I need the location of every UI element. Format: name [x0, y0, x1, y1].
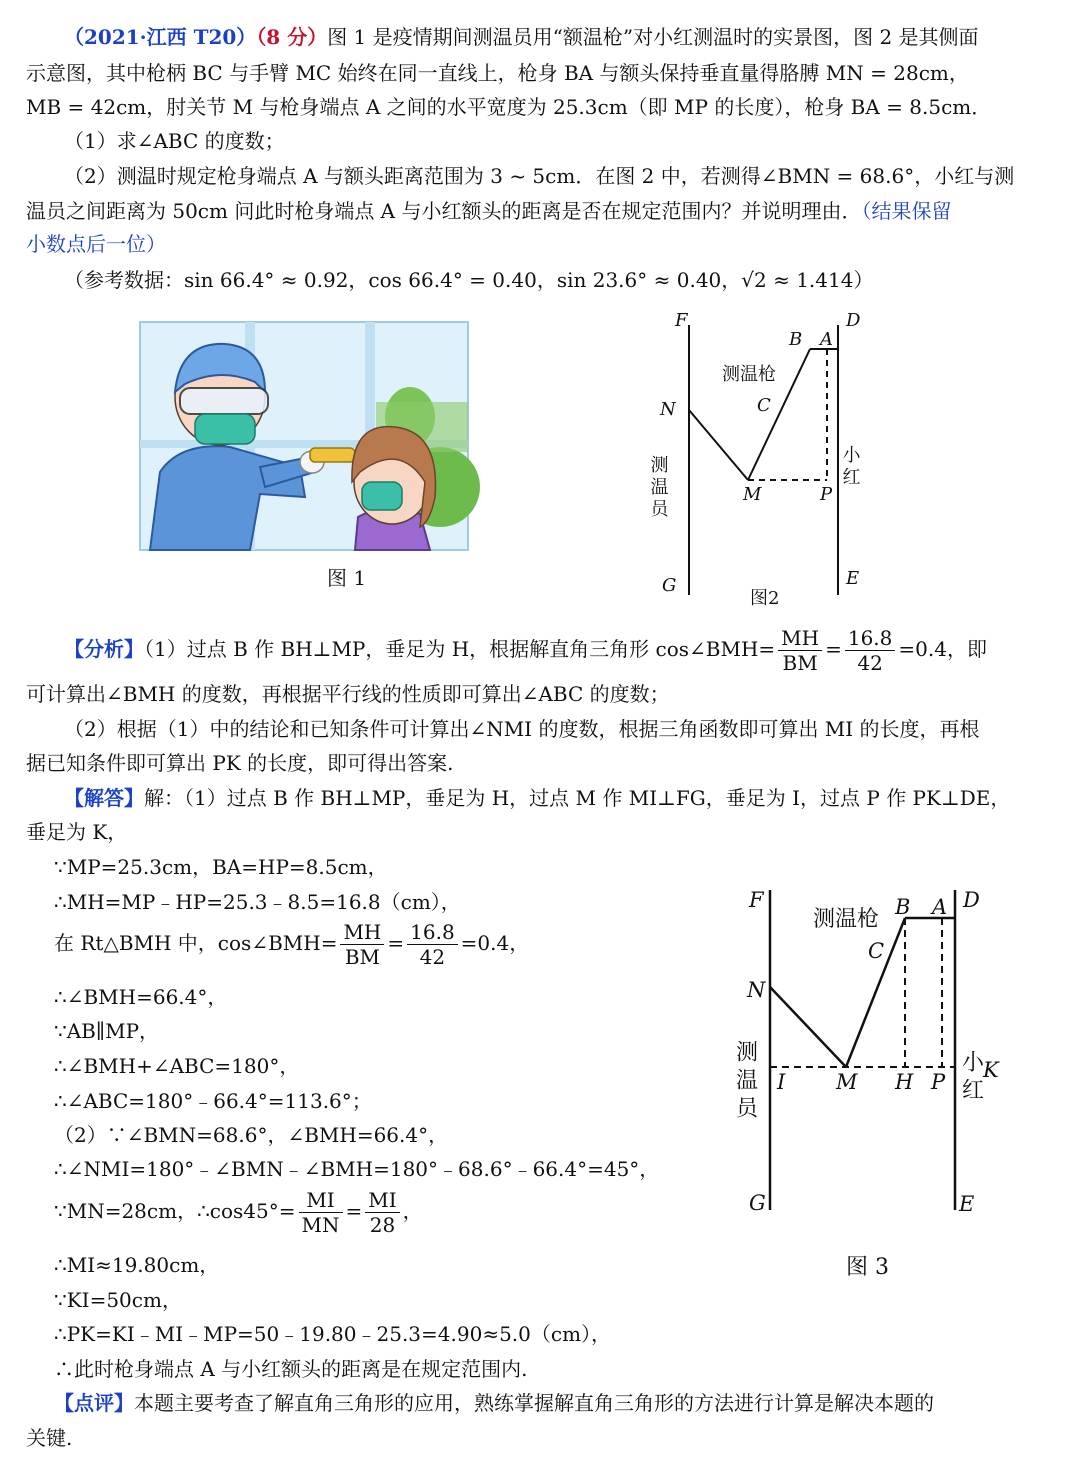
solution-line-7: ∵AB∥MP，	[54, 1019, 160, 1043]
solution-line-10: （2）∵∠BMN=68.6°，∠BMH=66.4°，	[54, 1123, 449, 1147]
fig3-label-xiaohong: 小红	[958, 1050, 984, 1106]
problem-text-1: 图 1 是疫情期间测温员用“额温枪”对小红测温时的实景图，图 2 是其侧面	[327, 25, 979, 49]
solution-line-6: ∴∠BMH=66.4°，	[54, 985, 228, 1009]
fig2-label-P: P	[820, 484, 833, 505]
fraction-16-8-over-42	[407, 920, 458, 969]
solution-line-16: ∴此时枪身端点 A 与小红额头的距离是在规定范围内.	[54, 1357, 528, 1381]
fig2-label-M: M	[743, 484, 762, 505]
analysis-tag: 【分析】	[64, 637, 144, 661]
fig3-label-E: E	[959, 1192, 975, 1216]
fraction-mh-bm	[340, 920, 384, 969]
fig3-label-C: C	[868, 939, 885, 963]
fraction-16-8-over-42	[845, 626, 896, 675]
figure-1-caption: 图 1	[327, 566, 367, 590]
precision-note: （结果保留	[861, 199, 952, 223]
solution-line-12: ∵MN=28cm，∴cos45°= $\frac{MI}{MN}$ = $\frac{MI}{28}$ ，	[54, 1188, 423, 1237]
fig2-label-E: E	[846, 568, 860, 589]
fraction-numerator: MH	[778, 626, 822, 651]
solution-line-11: ∴∠NMI=180°﹣∠BMN﹣∠BMH=180°﹣68.6°﹣66.4°=45°，	[54, 1157, 660, 1181]
fig2-segment-NM	[689, 410, 748, 480]
fraction-denominator: 42	[419, 945, 446, 969]
fraction-denominator: BM	[344, 945, 380, 969]
reference-data: （参考数据：sin 66.4° ≈ 0.92，cos 66.4° = 0.40，sin 23.6° ≈ 0.40，√2 ≈ 1.414）	[64, 268, 874, 292]
solution-line-1	[64, 785, 1010, 811]
question-2-text: 温员之间距离为 50cm 问此时枪身端点 A 与小红额头的距离是否在规定范围内？并说明理由．	[26, 199, 862, 223]
fig2-label-gun: 测温枪	[722, 364, 776, 385]
fig2-label-B: B	[789, 329, 803, 350]
fig2-label-F: F	[675, 310, 688, 331]
solution-text-5b: =0.4，	[460, 931, 530, 955]
fig3-segment-NM	[770, 987, 846, 1067]
fig2-label-N: N	[660, 399, 676, 420]
fraction-mi-over-28	[365, 1188, 399, 1237]
precision-note-end: 小数点后一位）	[26, 232, 166, 256]
fraction-mh-bm	[778, 626, 822, 675]
figure-2-diagram	[647, 305, 880, 610]
fraction-numerator: MI	[299, 1188, 343, 1213]
analysis-text-1a: （1）过点 B 作 BH⊥MP，垂足为 H，根据解直角三角形 cos∠BMH=	[144, 637, 776, 661]
fig3-label-K: K	[983, 1058, 999, 1082]
problem-source: （2021·江西 T20）	[64, 25, 257, 49]
fraction-denominator: BM	[782, 651, 818, 675]
fig3-label-M: M	[836, 1070, 858, 1094]
solution-line-15: ∴PK=KI﹣MI﹣MP=50﹣19.80﹣25.3=4.90≈5.0（cm），	[54, 1322, 612, 1346]
solution-line-14: ∵KI=50cm，	[54, 1288, 182, 1312]
solution-line-8: ∴∠BMH+∠ABC=180°，	[54, 1054, 300, 1078]
fraction-numerator: 16.8	[407, 920, 458, 945]
analysis-line-3: （2）根据（1）中的结论和已知条件可计算出∠NMI 的度数，根据三角函数即可算出 MI 的长度，再根	[64, 717, 980, 741]
question-2-line-2	[26, 198, 952, 224]
solution-line-5: 在 Rt△BMH 中，cos∠BMH= $\frac{MH}{BM}$ = $\frac{16.8}{42}$ =0.4，	[54, 920, 530, 969]
solution-line-3: ∵MP=25.3cm，BA=HP=8.5cm，	[54, 855, 388, 879]
fraction-mi-mn	[299, 1188, 343, 1237]
solution-tag: 【解答】	[64, 786, 144, 810]
solution-text-12b: ，	[402, 1199, 423, 1223]
comment-tag: 【点评】	[54, 1391, 134, 1415]
analysis-line-4: 据已知条件即可算出 PK 的长度，即可得出答案.	[26, 751, 454, 775]
fig2-label-G: G	[662, 575, 677, 596]
problem-points: （8 分）	[256, 25, 328, 49]
solution-line-2: 垂足为 K，	[26, 820, 128, 844]
solution-line-4: ∴MH=MP﹣HP=25.3﹣8.5=16.8（cm），	[54, 890, 461, 914]
question-2-line-1: （2）测温时规定枪身端点 A 与额头距离范围为 3 ~ 5cm．在图 2 中，若测得∠BMN = 68.6°，小红与测	[64, 164, 1015, 188]
problem-line-1	[64, 24, 979, 50]
fig2-label-xiaohong: 小红	[839, 445, 861, 489]
figure-3-caption: 图 3	[846, 1255, 889, 1280]
fig3-label-A: A	[932, 895, 948, 919]
comment-line-2: 关键.	[26, 1426, 73, 1450]
fig3-label-N: N	[747, 978, 766, 1002]
fraction-numerator: MI	[365, 1188, 399, 1213]
problem-line-2: 示意图，其中枪柄 BC 与手臂 MC 始终在同一直线上，枪身 BA 与额头保持垂直量得胳膊 MN = 28cm，	[26, 61, 969, 85]
figure-1-illustration	[140, 322, 468, 550]
solution-text-5a: 在 Rt△BMH 中，cos∠BMH=	[54, 931, 338, 955]
fraction-denominator: MN	[301, 1213, 340, 1237]
solution-text-12a: ∵MN=28cm，∴cos45°=	[54, 1199, 296, 1223]
problem-line-3: MB = 42cm，肘关节 M 与枪身端点 A 之间的水平宽度为 25.3cm（即 MP 的长度），枪身 BA = 8.5cm．	[26, 95, 992, 119]
fig2-label-A: A	[820, 329, 833, 350]
fig3-label-H: H	[895, 1070, 914, 1094]
fig3-label-I: I	[777, 1070, 786, 1094]
analysis-line-2: 可计算出∠BMH 的度数，再根据平行线的性质即可算出∠ABC 的度数；	[26, 682, 670, 706]
figure-2-caption: 图2	[750, 588, 780, 609]
question-1: （1）求∠ABC 的度数；	[64, 129, 285, 153]
fig2-label-tester: 测温员	[647, 455, 669, 521]
analysis-text-1b: =0.4，即	[898, 637, 987, 661]
figure-3-diagram	[732, 880, 1025, 1216]
fraction-denominator: 42	[857, 651, 883, 675]
fig2-label-C: C	[757, 395, 771, 416]
fig3-label-G: G	[749, 1191, 766, 1215]
fig2-label-D: D	[846, 310, 861, 331]
fig3-label-F: F	[749, 888, 764, 912]
fig3-label-D: D	[963, 888, 980, 912]
comment-text-1: 本题主要考查了解直角三角形的应用，熟练掌握解直角三角形的方法进行计算是解决本题的	[134, 1391, 934, 1415]
fraction-denominator: 28	[369, 1213, 396, 1237]
solution-line-13: ∴MI≈19.80cm，	[54, 1253, 220, 1277]
fig3-label-P: P	[931, 1070, 946, 1094]
fig3-label-gun: 测温枪	[813, 907, 880, 932]
fraction-numerator: 16.8	[845, 626, 896, 651]
fig3-label-B: B	[895, 895, 911, 919]
fraction-numerator: MH	[340, 920, 384, 945]
comment-line-1	[54, 1390, 934, 1416]
analysis-line-1: 【分析】（1）过点 B 作 BH⊥MP，垂足为 H，根据解直角三角形 cos∠BMH= $\frac{MH}{BM}$ = $\frac{16.8}{42}$ =0.4，即	[64, 626, 987, 675]
solution-text-1: 解：（1）过点 B 作 BH⊥MP，垂足为 H，过点 M 作 MI⊥FG，垂足为 I，过点 P 作 PK⊥DE，	[144, 786, 1011, 810]
fig3-label-tester: 测温员	[732, 1040, 758, 1124]
solution-line-9: ∴∠ABC=180°﹣66.4°=113.6°；	[54, 1089, 372, 1113]
